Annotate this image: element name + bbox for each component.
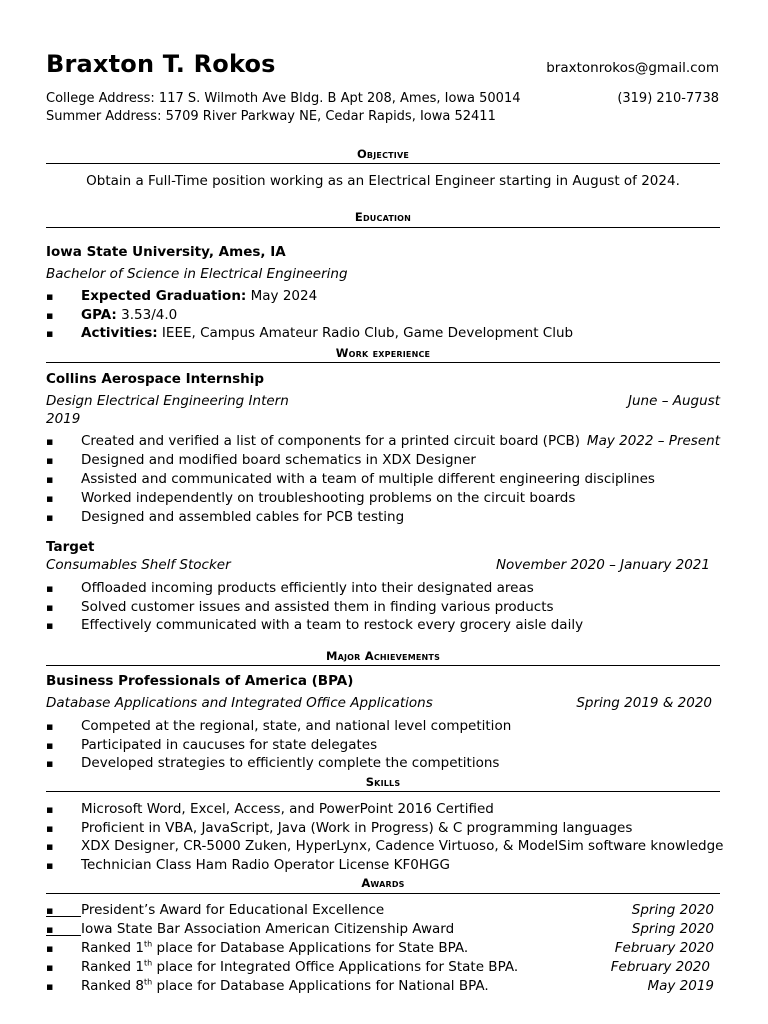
job-date: November 2020 – January 2021 bbox=[495, 557, 710, 573]
education-item: GPA: 3.53/4.0 bbox=[81, 307, 178, 323]
section-heading-awards: Awards bbox=[361, 876, 405, 890]
bullet-icon: ▪ bbox=[46, 757, 54, 770]
bullet-icon: ▪ bbox=[46, 327, 54, 340]
job-bullet: Solved customer issues and assisted them in finding various products bbox=[81, 599, 554, 615]
job-bullet: Effectively communicated with a team to restock every grocery aisle daily bbox=[81, 617, 584, 633]
job-date: May 2022 – Present bbox=[586, 433, 720, 449]
section-divider bbox=[46, 893, 720, 894]
section-divider bbox=[46, 227, 720, 228]
section-heading-objective: Objective bbox=[356, 147, 410, 161]
school-name: Iowa State University, Ames, IA bbox=[46, 244, 286, 260]
bullet-icon: ▪ bbox=[46, 942, 54, 955]
job-bullet: Created and verified a list of components for a printed circuit board (PCB) bbox=[81, 433, 581, 449]
job-bullet: Designed and assembled cables for PCB testing bbox=[81, 509, 405, 525]
achievement-bullet: Participated in caucuses for state delegates bbox=[81, 737, 378, 753]
education-item: Activities: IEEE, Campus Amateur Radio Club, Game Development Club bbox=[81, 325, 574, 341]
job-bullet: Assisted and communicated with a team of multiple different engineering disciplines bbox=[81, 471, 655, 487]
summer-address: Summer Address: 5709 River Parkway NE, Cedar Rapids, Iowa 52411 bbox=[46, 109, 496, 124]
section-divider bbox=[46, 163, 720, 164]
award-date: May 2019 bbox=[647, 978, 714, 994]
education-item: Expected Graduation: May 2024 bbox=[81, 288, 318, 304]
bullet-icon: ▪ bbox=[46, 859, 54, 872]
achievement-bullet: Competed at the regional, state, and national level competition bbox=[81, 718, 512, 734]
skill-item: Proficient in VBA, JavaScript, Java (Work in Progress) & C programming languages bbox=[81, 820, 633, 836]
bullet-icon: ▪ bbox=[46, 803, 54, 816]
bullet-icon: ▪ bbox=[46, 601, 54, 614]
bullet-icon: ▪ bbox=[46, 923, 54, 936]
bullet-icon: ▪ bbox=[46, 290, 54, 303]
job-date: June – August bbox=[628, 393, 720, 409]
bullet-underline bbox=[46, 935, 81, 936]
bullet-icon: ▪ bbox=[46, 720, 54, 733]
section-heading-achievements: Major Achievements bbox=[325, 649, 441, 663]
bullet-icon: ▪ bbox=[46, 739, 54, 752]
award-item: Ranked 1th place for Integrated Office Applications for State BPA. bbox=[81, 958, 519, 975]
bullet-icon: ▪ bbox=[46, 840, 54, 853]
job-bullet: Offloaded incoming products efficiently into their designated areas bbox=[81, 580, 534, 596]
section-divider bbox=[46, 791, 720, 792]
job-bullet: Designed and modified board schematics in XDX Designer bbox=[81, 452, 476, 468]
objective-text: Obtain a Full-Time position working as an Electrical Engineer starting in August of 2024. bbox=[86, 173, 680, 189]
skill-item: Technician Class Ham Radio Operator License KF0HGG bbox=[81, 857, 450, 873]
email-link[interactable]: braxtonrokos@gmail.com bbox=[546, 60, 719, 76]
section-heading-work: Work experience bbox=[335, 346, 431, 360]
bullet-icon: ▪ bbox=[46, 582, 54, 595]
degree: Bachelor of Science in Electrical Engineering bbox=[46, 266, 348, 282]
job-title: Consumables Shelf Stocker bbox=[46, 557, 231, 573]
job-bullet: Worked independently on troubleshooting problems on the circuit boards bbox=[81, 490, 576, 506]
bullet-icon: ▪ bbox=[46, 980, 54, 993]
award-item: Ranked 1th place for Database Applications for State BPA. bbox=[81, 939, 469, 956]
bullet-underline bbox=[46, 916, 81, 917]
bullet-icon: ▪ bbox=[46, 511, 54, 524]
job-year: 2019 bbox=[46, 411, 81, 427]
college-address: College Address: 117 S. Wilmoth Ave Bldg. B Apt 208, Ames, Iowa 50014 bbox=[46, 91, 521, 106]
bullet-icon: ▪ bbox=[46, 961, 54, 974]
employer-name: Collins Aerospace Internship bbox=[46, 371, 265, 387]
organization-role: Database Applications and Integrated Office Applications bbox=[46, 695, 433, 711]
section-heading-education: Education bbox=[354, 210, 412, 224]
organization-name: Business Professionals of America (BPA) bbox=[46, 673, 354, 689]
award-date: February 2020 bbox=[610, 959, 710, 975]
bullet-icon: ▪ bbox=[46, 619, 54, 632]
award-item: Iowa State Bar Association American Citizenship Award bbox=[81, 921, 455, 937]
award-item: President’s Award for Educational Excellence bbox=[81, 902, 385, 918]
section-divider bbox=[46, 362, 720, 363]
achievement-date: Spring 2019 & 2020 bbox=[576, 695, 712, 711]
bullet-icon: ▪ bbox=[46, 309, 54, 322]
award-date: Spring 2020 bbox=[631, 921, 714, 937]
skill-item: Microsoft Word, Excel, Access, and PowerPoint 2016 Certified bbox=[81, 801, 494, 817]
section-heading-skills: Skills bbox=[365, 775, 401, 789]
job-title: Design Electrical Engineering Intern bbox=[46, 393, 289, 409]
award-item: Ranked 8th place for Database Applications for National BPA. bbox=[81, 977, 489, 994]
candidate-name: Braxton T. Rokos bbox=[46, 50, 276, 78]
section-divider bbox=[46, 665, 720, 666]
award-date: February 2020 bbox=[614, 940, 714, 956]
bullet-icon: ▪ bbox=[46, 822, 54, 835]
bullet-icon: ▪ bbox=[46, 454, 54, 467]
bullet-icon: ▪ bbox=[46, 492, 54, 505]
bullet-icon: ▪ bbox=[46, 473, 54, 486]
phone-number: (319) 210-7738 bbox=[617, 91, 719, 106]
award-date: Spring 2020 bbox=[631, 902, 714, 918]
bullet-icon: ▪ bbox=[46, 904, 54, 917]
skill-item: XDX Designer, CR-5000 Zuken, HyperLynx, Cadence Virtuoso, & ModelSim software knowledge bbox=[81, 838, 724, 854]
employer-name: Target bbox=[46, 539, 95, 555]
bullet-icon: ▪ bbox=[46, 435, 54, 448]
achievement-bullet: Developed strategies to efficiently complete the competitions bbox=[81, 755, 500, 771]
